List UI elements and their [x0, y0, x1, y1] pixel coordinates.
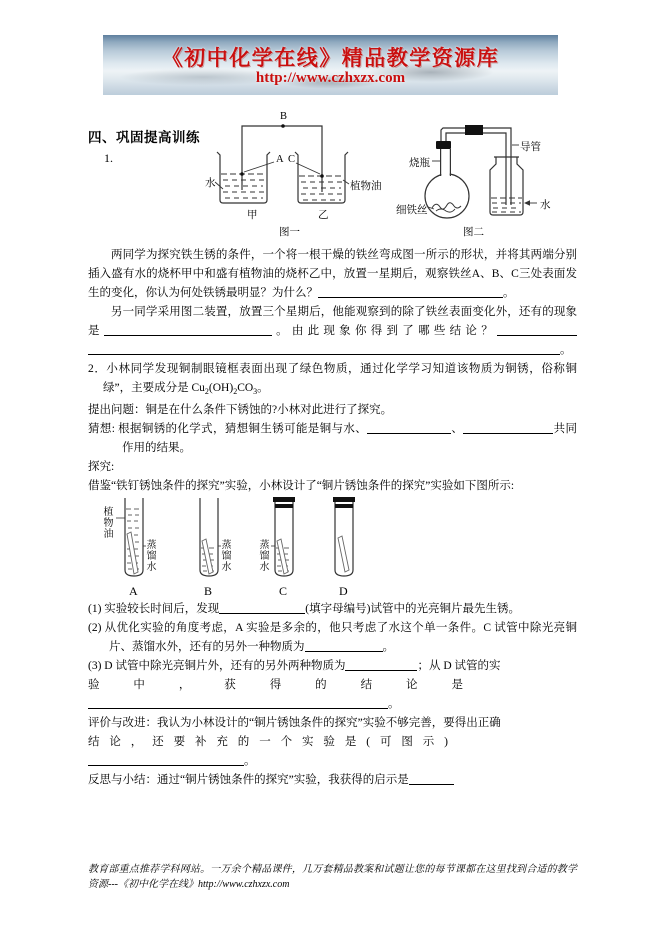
formula-mid: (OH)	[208, 382, 234, 394]
q2-item-1	[88, 600, 577, 619]
banner-image	[103, 35, 558, 95]
figure-test-tubes-diagram	[88, 496, 388, 600]
q2-reflection-lead: 反思与小结：通过“铜片锈蚀条件的探究”实验，我获得的启示是	[88, 774, 409, 786]
q1-paragraph-1	[88, 246, 577, 303]
q2-item-2-end: 。	[382, 641, 394, 653]
q2-evaluation-period: 。	[244, 755, 256, 767]
figure-2-caption: 图二	[463, 227, 484, 238]
q2-evaluation-line-3	[88, 752, 577, 771]
figure-1-beaker-jia-label: 甲	[247, 210, 258, 221]
figure-2-iron-wire-label: 细铁丝	[396, 205, 428, 216]
q2-intro	[88, 360, 577, 401]
q2-evaluation-line-1: 评价与改进：我认为小林设计的“铜片锈蚀条件的探究”实验不够完善，要得出正确	[88, 717, 501, 729]
figure-1-point-c-label: C	[288, 154, 296, 165]
formula-subscript: 2	[233, 387, 238, 396]
answer-blank	[104, 322, 272, 336]
q2-item-2	[88, 619, 577, 657]
q2-item-3-line-1	[88, 657, 577, 676]
answer-blank	[88, 341, 560, 355]
tube-b-letter: B	[204, 584, 213, 598]
figure-1-beakers-diagram	[205, 112, 405, 240]
figure-2-tube-label: 导管	[520, 142, 541, 153]
answer-blank	[219, 600, 305, 614]
q2-item-3-mid: ；从 D 试管的实	[417, 660, 501, 672]
q2-explore-description: 借鉴“铁钉锈蚀条件的探究”实验，小林设计了“铜片锈蚀条件的探究”实验如下图所示:	[88, 480, 515, 492]
formula-subscript: 2	[204, 387, 209, 396]
tube-c-water-label: 蒸馏水	[259, 540, 270, 573]
question-1-number: 1.	[104, 151, 113, 165]
q2-item-1-lead: (1) 实验较长时间后，发现	[88, 603, 220, 615]
tube-d-letter: D	[339, 584, 348, 598]
answer-blank	[463, 420, 553, 434]
figure-1-point-a-label: A	[276, 154, 284, 165]
tube-a-letter: A	[129, 584, 138, 598]
q2-item-3-line-2: 验中，获得的结论是	[88, 679, 463, 691]
q2-question-line: 提出问题：铜是在什么条件下锈蚀的?小林对此进行了探究。	[88, 404, 393, 416]
q2-explore-label: 探究:	[88, 461, 115, 473]
figure-1-oil-label: 植物油	[350, 181, 382, 192]
figure-1-caption: 图一	[279, 227, 300, 238]
q1-paragraph-2-mid: 。由此现象你得到了哪些结论？	[271, 325, 497, 337]
worksheet-body	[88, 246, 577, 790]
answer-blank	[88, 752, 244, 766]
q1-paragraph-2-period: 。	[560, 344, 572, 356]
banner-url-link[interactable]: http://www.czhxzx.com	[255, 70, 406, 86]
q2-reflection-line	[88, 771, 577, 790]
figure-2-water-label: 水	[540, 200, 551, 211]
q2-item-3-lead: (3) D 试管中除光亮铜片外，还有的另外两种物质为	[88, 660, 346, 672]
figure-1-beaker-yi-label: 乙	[318, 210, 329, 221]
q2-item-2-lead: (2) 从优化实验的角度考虑，A 实验是多余的，他只考虑了水这个单一条件。C 试管中除光亮铜片、蒸馏水外，还有的另外一种物质为	[88, 622, 577, 653]
q2-item-3-period: 。	[388, 698, 400, 710]
q1-paragraph-2	[88, 303, 577, 360]
figure-2-drawing	[403, 112, 578, 240]
figure-1-water-label: 水	[205, 178, 216, 189]
q2-guess-line	[88, 420, 577, 458]
formula-subscript: 3	[253, 387, 258, 396]
q2-evaluation-line-2: 结论，还要补充的一个实验是(可图示)	[88, 736, 448, 748]
answer-blank	[409, 771, 454, 785]
formula-mid: CO	[237, 382, 254, 394]
answer-blank	[345, 657, 417, 671]
answer-blank	[305, 638, 383, 652]
q1-paragraph-2-lead: 另一同学采用图二装置，放置三个星期后，他能观察到的除了铁丝表面变化外，还有的现象是	[88, 306, 577, 337]
q2-guess-separator: 、	[451, 423, 464, 435]
tube-b-water-label: 蒸馏水	[221, 540, 232, 573]
q2-guess-end: 共同作用的结果。	[122, 423, 578, 454]
tube-c-letter: C	[279, 584, 288, 598]
q1-paragraph-1-period: 。	[503, 287, 515, 299]
q1-paragraph-1-text: 两同学为探究铁生锈的条件，一个将一根干燥的铁丝弯成图一所示的形状，并将其两端分别插入盛有水的烧杯甲中和盛有植物油的烧杯乙中，放置一星期后，观察铁丝A、B、C三处表面发生的变化，你认为何处铁锈最明显？为什么？	[88, 249, 577, 299]
figure-2-flask-label: 烧瓶	[409, 158, 430, 169]
section-heading: 四、巩固提高训练	[88, 130, 200, 145]
q2-intro-text: 2．小林同学发现铜制眼镜框表面出现了绿色物质，通过化学学习知道该物质为铜锈，俗称铜绿”，主要成分是 Cu	[88, 363, 577, 394]
footer-promo-text: 教育部重点推荐学科网站。一万余个精品课件，几万套精品教案和试题让您的每节课都在这里找到合适的教学资源---《初中化学在线》http://www.czhxzx.com	[88, 864, 577, 890]
answer-blank	[88, 695, 388, 709]
answer-blank	[318, 284, 503, 298]
tube-a-oil-label: 植物油	[103, 507, 114, 540]
q2-item-1-end: (填字母编号)试管中的光亮铜片最先生锈。	[305, 603, 520, 615]
q2-item-3-line-3	[88, 695, 577, 714]
figure-1-drawing	[205, 112, 405, 240]
q2-intro-period: 。	[257, 382, 269, 394]
figure-1-point-b-label: B	[280, 111, 288, 122]
answer-blank	[497, 322, 577, 336]
figure-2-flask-diagram	[396, 112, 578, 240]
q2-guess-lead: 猜想: 根据铜锈的化学式，猜想铜生锈可能是铜与水、	[88, 423, 368, 435]
banner-title: 《初中化学在线》精品教学资源库	[161, 46, 500, 70]
answer-blank	[367, 420, 451, 434]
tube-a-water-label: 蒸馏水	[146, 540, 157, 573]
